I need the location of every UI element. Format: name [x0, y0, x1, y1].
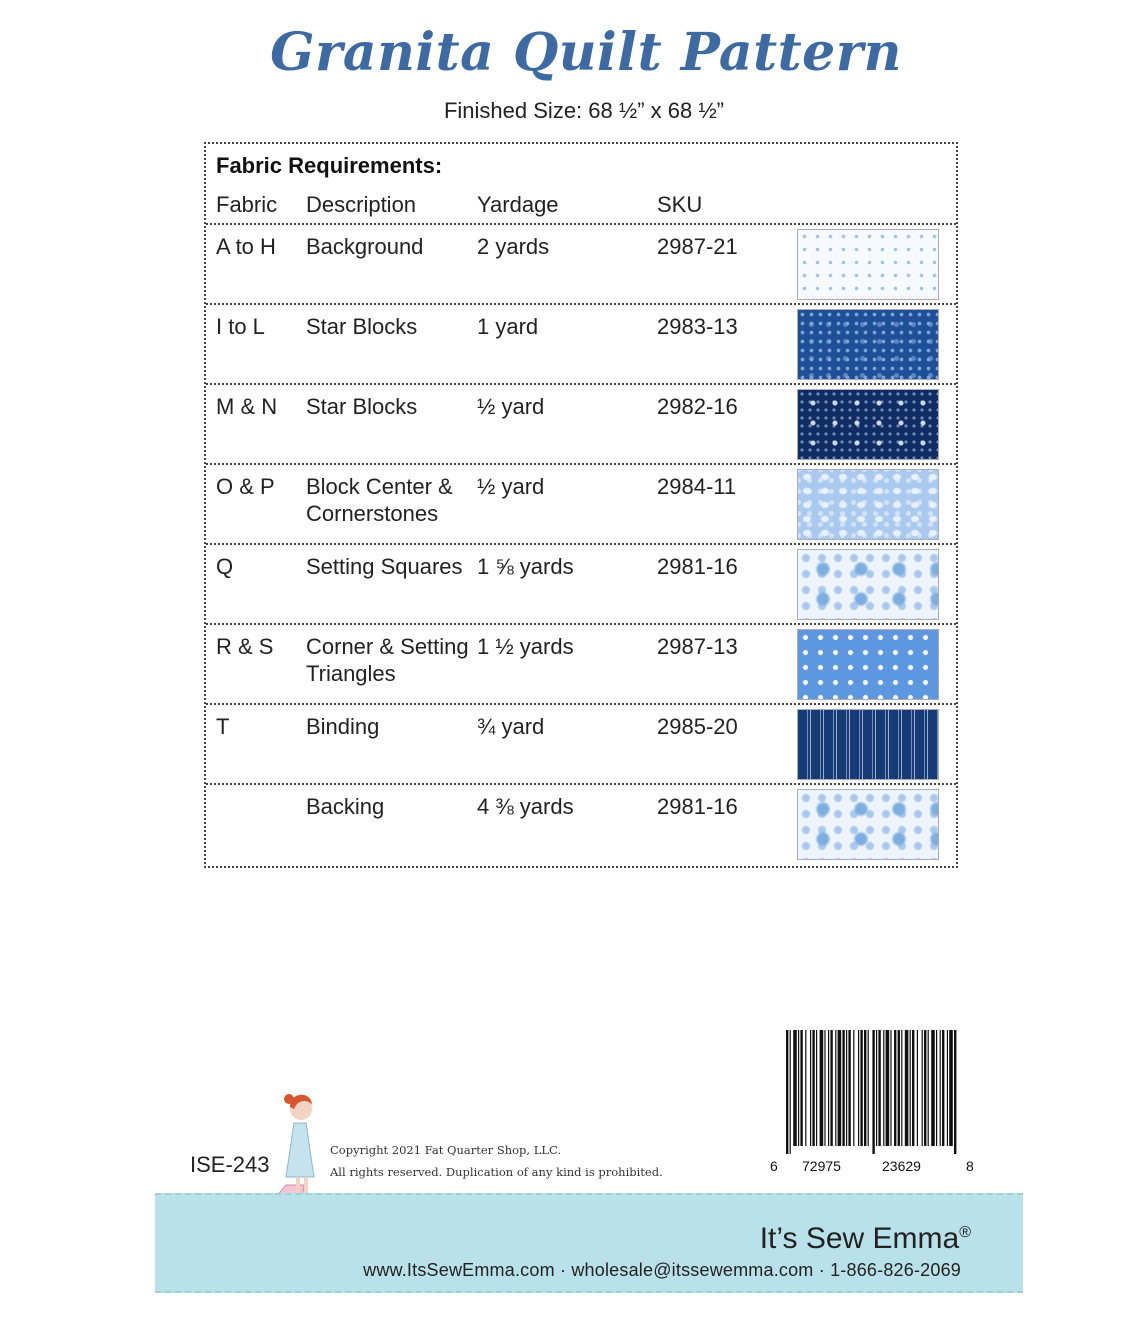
yardage-cell: ¾ yard	[477, 714, 545, 739]
barcode-bar	[842, 1030, 844, 1146]
column-header-description: Description	[306, 192, 417, 217]
barcode-bar	[786, 1030, 788, 1154]
barcode-check-digit: 8	[966, 1158, 974, 1174]
sku-cell: 2987-21	[657, 234, 738, 259]
table-row	[206, 465, 956, 545]
fabric-cell: I to L	[216, 314, 265, 339]
fabric-cell: A to H	[216, 234, 276, 259]
description-cell: Backing	[306, 794, 385, 819]
brand-name	[760, 1222, 971, 1256]
barcode-bar	[912, 1030, 914, 1146]
barcode-bar	[878, 1030, 880, 1146]
barcode-bar	[848, 1030, 850, 1146]
table-row	[206, 225, 956, 305]
description-cell: Block Center & Cornerstones	[306, 474, 453, 526]
barcode-bar	[928, 1030, 929, 1146]
barcode-bar	[810, 1030, 811, 1146]
barcode-bar	[954, 1030, 956, 1154]
upc-barcode	[768, 1030, 976, 1180]
barcode-bar	[846, 1030, 847, 1146]
table-row	[206, 785, 956, 865]
barcode-bar	[864, 1030, 866, 1146]
barcode-bar	[868, 1030, 869, 1146]
description-cell: Background	[306, 234, 424, 259]
description-cell: Star Blocks	[306, 394, 418, 419]
fabric-cell: O & P	[216, 474, 275, 499]
barcode-bar	[798, 1030, 799, 1146]
fabric-cell: Q	[216, 554, 234, 579]
barcode-bar	[790, 1030, 791, 1154]
sku-cell: 2981-16	[657, 554, 738, 579]
barcode-bar	[872, 1030, 874, 1154]
sku-cell: 2987-13	[657, 634, 738, 659]
barcode-bar	[890, 1030, 891, 1146]
table-row	[206, 305, 956, 385]
barcode-bar	[828, 1030, 829, 1146]
registered-mark: ®	[959, 1224, 971, 1241]
column-header-fabric: Fabric	[216, 192, 278, 217]
barcode-bar	[910, 1030, 911, 1146]
barcode-bar	[838, 1030, 842, 1146]
barcode-bar	[812, 1030, 814, 1146]
contact-info: www.ItsSewEmma.com · wholesale@itssewemma.com · 1-866-826-2069	[363, 1260, 961, 1280]
description-cell: Star Blocks	[306, 314, 418, 339]
barcode-bar	[824, 1030, 825, 1146]
fabric-swatch-image	[797, 229, 939, 300]
yardage-cell: 1 ⅝ yards	[477, 554, 574, 579]
fabric-swatch-image	[797, 709, 939, 780]
barcode-bar	[942, 1030, 944, 1146]
yardage-cell: ½ yard	[477, 474, 545, 499]
barcode-bar	[800, 1030, 802, 1146]
barcode-bar	[931, 1030, 935, 1146]
barcode-bar	[905, 1030, 909, 1146]
fabric-requirements-table	[204, 142, 958, 868]
barcode-bar	[901, 1030, 902, 1146]
barcode-bar	[940, 1030, 941, 1146]
footer-band	[155, 1193, 1023, 1293]
yardage-cell: 2 yards	[477, 234, 550, 259]
barcode-bar	[858, 1030, 859, 1146]
table-row	[206, 705, 956, 785]
barcode-right-digits: 23629	[882, 1158, 921, 1174]
description-cell: Corner & Setting Triangles	[306, 634, 469, 686]
copyright-notice	[330, 1139, 663, 1183]
yardage-cell: ½ yard	[477, 394, 545, 419]
sku-cell: 2983-13	[657, 314, 738, 339]
barcode-bar	[816, 1030, 817, 1146]
fabric-swatch-image	[797, 389, 939, 460]
barcode-bar	[936, 1030, 937, 1146]
fabric-cell: M & N	[216, 394, 278, 419]
barcode-bar	[860, 1030, 862, 1146]
yardage-cell: 1 yard	[477, 314, 539, 339]
sku-cell: 2985-20	[657, 714, 738, 739]
product-code: ISE-243	[190, 1152, 270, 1177]
sku-cell: 2984-11	[657, 474, 737, 499]
barcode-left-digits: 72975	[802, 1158, 841, 1174]
fabric-swatch-image	[797, 309, 939, 380]
barcode-bar	[949, 1030, 953, 1146]
fabric-swatch-image	[797, 549, 939, 620]
barcode-bar	[898, 1030, 900, 1146]
fabric-swatch-image	[797, 469, 939, 540]
table-row	[206, 385, 956, 465]
barcode-bar	[835, 1030, 836, 1146]
fabric-cell: R & S	[216, 634, 274, 659]
barcode-bar	[922, 1030, 923, 1146]
barcode-bar	[830, 1030, 832, 1146]
requirements-heading: Fabric Requirements:	[216, 153, 443, 178]
barcode-bar	[886, 1030, 890, 1146]
column-header-yardage: Yardage	[477, 192, 559, 217]
barcode-bars	[786, 1030, 958, 1154]
rights-line: All rights reserved. Duplication of any kind is prohibited.	[330, 1165, 663, 1179]
column-header-sku: SKU	[657, 192, 703, 217]
yardage-cell: 1 ½ yards	[477, 634, 574, 659]
barcode-bar	[894, 1030, 896, 1146]
barcode-first-digit: 6	[770, 1158, 778, 1174]
fabric-swatch-image	[797, 629, 939, 700]
sku-cell: 2981-16	[657, 794, 738, 819]
barcode-bar	[805, 1030, 806, 1146]
finished-size: Finished Size: 68 ½” x 68 ½”	[443, 98, 725, 123]
barcode-bar	[820, 1030, 824, 1146]
barcode-bar	[924, 1030, 926, 1146]
copyright-line: Copyright 2021 Fat Quarter Shop, LLC.	[330, 1143, 562, 1157]
brand-text: It’s Sew Emma	[759, 1222, 960, 1255]
barcode-bar	[947, 1030, 948, 1146]
fabric-cell: T	[216, 714, 230, 739]
fabric-swatch-image	[797, 789, 939, 860]
pattern-title: Granita Quilt Pattern	[270, 22, 902, 83]
sku-cell: 2982-16	[657, 394, 738, 419]
description-cell: Setting Squares	[306, 554, 463, 579]
barcode-bar	[883, 1030, 884, 1146]
table-row	[206, 625, 956, 705]
description-cell: Binding	[306, 714, 380, 739]
barcode-bar	[876, 1030, 877, 1146]
barcode-bar	[917, 1030, 918, 1146]
barcode-bar	[853, 1030, 854, 1146]
barcode-bar	[793, 1030, 797, 1146]
table-row	[206, 545, 956, 625]
yardage-cell: 4 ⅜ yards	[477, 794, 574, 819]
